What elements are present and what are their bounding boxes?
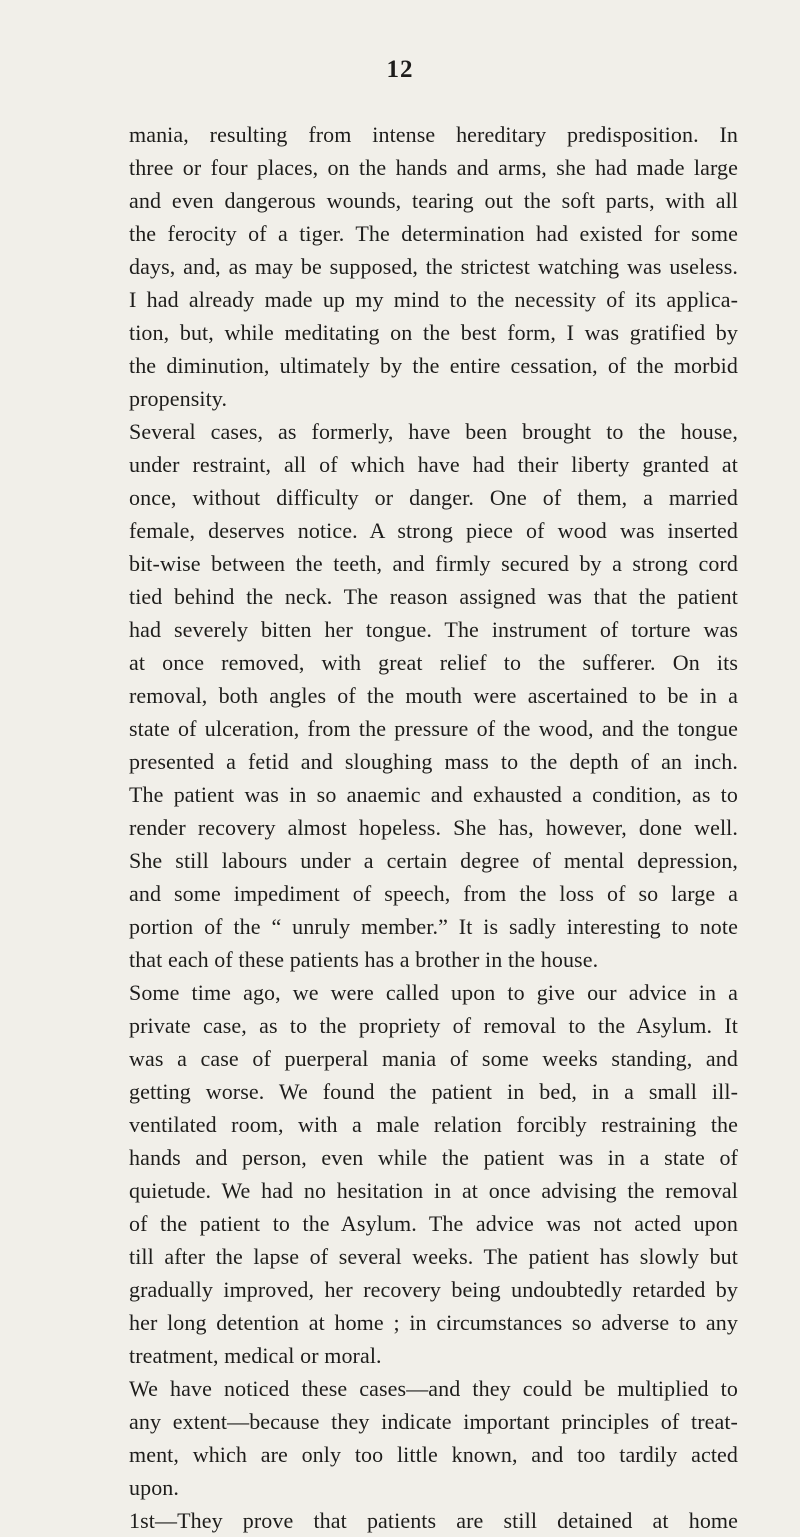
text-line: portion of the “ unruly member.” It is sadly interesting to note [129, 914, 738, 939]
text-line: She still labours under a certain degree of mental depression, [129, 848, 738, 873]
text-line: the ferocity of a tiger. The determination had existed for some [129, 221, 738, 246]
text-line: treatment, medical or moral. [129, 1343, 382, 1368]
text-line: ment, which are only too little known, and too tardily acted [129, 1442, 738, 1467]
text-line: her long detention at home ; in circumstances so adverse to any [129, 1310, 738, 1335]
text-line: The patient was in so anaemic and exhausted a condition, as to [129, 782, 738, 807]
text-line: any extent—because they indicate important principles of treat- [129, 1409, 738, 1434]
text-line: Some time ago, we were called upon to give our advice in a [129, 980, 738, 1005]
text-line: once, without difficulty or danger. One of them, a married [129, 485, 738, 510]
text-line: tied behind the neck. The reason assigned was that the patient [129, 584, 738, 609]
text-line: getting worse. We found the patient in bed, in a small ill- [129, 1079, 738, 1104]
text-line: tion, but, while meditating on the best form, I was gratified by [129, 320, 738, 345]
text-line: gradually improved, her recovery being undoubtedly retarded by [129, 1277, 738, 1302]
text-line: quietude. We had no hesitation in at once advising the removal [129, 1178, 738, 1203]
text-line: private case, as to the propriety of removal to the Asylum. It [129, 1013, 738, 1038]
text-line: the diminution, ultimately by the entire cessation, of the morbid [129, 353, 738, 378]
text-line: days, and, as may be supposed, the strictest watching was useless. [129, 254, 738, 279]
text-line: ventilated room, with a male relation forcibly restraining the [129, 1112, 738, 1137]
text-line: three or four places, on the hands and arms, she had made large [129, 155, 738, 180]
text-line: hands and person, even while the patient was in a state of [129, 1145, 738, 1170]
text-line: that each of these patients has a brother in the house. [129, 947, 599, 972]
text-line: propensity. [129, 386, 228, 411]
text-line: removal, both angles of the mouth were ascertained to be in a [129, 683, 738, 708]
text-line: female, deserves notice. A strong piece of wood was inserted [129, 518, 738, 543]
body-text [129, 118, 738, 1537]
text-line: till after the lapse of several weeks. The patient has slowly but [129, 1244, 738, 1269]
text-line: presented a fetid and sloughing mass to the depth of an inch. [129, 749, 738, 774]
text-line: state of ulceration, from the pressure of the wood, and the tongue [129, 716, 738, 741]
text-line: was a case of puerperal mania of some weeks standing, and [129, 1046, 738, 1071]
text-line: and even dangerous wounds, tearing out the soft parts, with all [129, 188, 738, 213]
text-line: at once removed, with great relief to the sufferer. On its [129, 650, 738, 675]
page-number: 12 [386, 56, 414, 83]
text-line: We have noticed these cases—and they could be multiplied to [129, 1376, 738, 1401]
text-line: mania, resulting from intense hereditary predisposition. In [129, 122, 738, 147]
text-line: had severely bitten her tongue. The instrument of torture was [129, 617, 738, 642]
text-line: render recovery almost hopeless. She has, however, done well. [129, 815, 738, 840]
text-line: I had already made up my mind to the necessity of its applica- [129, 287, 738, 312]
text-line: and some impediment of speech, from the loss of so large a [129, 881, 738, 906]
text-line: 1st—They prove that patients are still detained at home [129, 1508, 738, 1533]
text-line: of the patient to the Asylum. The advice was not acted upon [129, 1211, 738, 1236]
text-line: upon. [129, 1475, 179, 1500]
text-line: bit-wise between the teeth, and firmly secured by a strong cord [129, 551, 738, 576]
text-line: under restraint, all of which have had their liberty granted at [129, 452, 738, 477]
text-line: Several cases, as formerly, have been brought to the house, [129, 419, 738, 444]
